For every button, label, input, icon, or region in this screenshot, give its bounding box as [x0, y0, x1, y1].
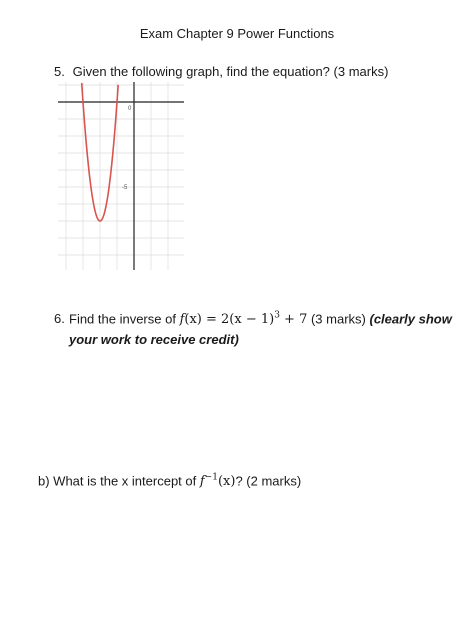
emphasis-text-continued: your work to receive credit): [69, 332, 239, 348]
question-text: Given the following graph, find the equation? (3 marks): [72, 64, 389, 79]
inverse-exponent: −1: [204, 473, 218, 483]
question-text: b) What is the x intercept of: [38, 473, 200, 489]
inverse-name: f: [199, 474, 205, 490]
marks-label: (3 marks): [307, 311, 370, 327]
graph-grid: [58, 82, 184, 270]
function-expression: [180, 312, 308, 327]
function-name: f: [179, 312, 185, 328]
question-6: [54, 306, 452, 350]
question-5: [54, 64, 388, 79]
function-exponent: 3: [274, 311, 280, 321]
question-6b: [38, 473, 301, 489]
inverse-argument: (x): [217, 474, 236, 490]
question-number: 5.: [54, 64, 65, 79]
function-tail: + 7: [279, 312, 308, 328]
inverse-function-expression: [200, 474, 236, 489]
page-title: Exam Chapter 9 Power Functions: [139, 26, 335, 41]
question-number: 6.: [54, 311, 65, 327]
emphasis-text: (clearly show: [369, 311, 452, 327]
question-text: Find the inverse of: [69, 311, 180, 327]
question-text-tail: ? (2 marks): [235, 473, 302, 489]
parabola-graph: [58, 82, 184, 270]
tick-label-neg5: -5: [122, 185, 128, 191]
tick-label-zero: 0: [128, 106, 132, 112]
function-argument: (x) = 2(x − 1): [184, 312, 275, 328]
